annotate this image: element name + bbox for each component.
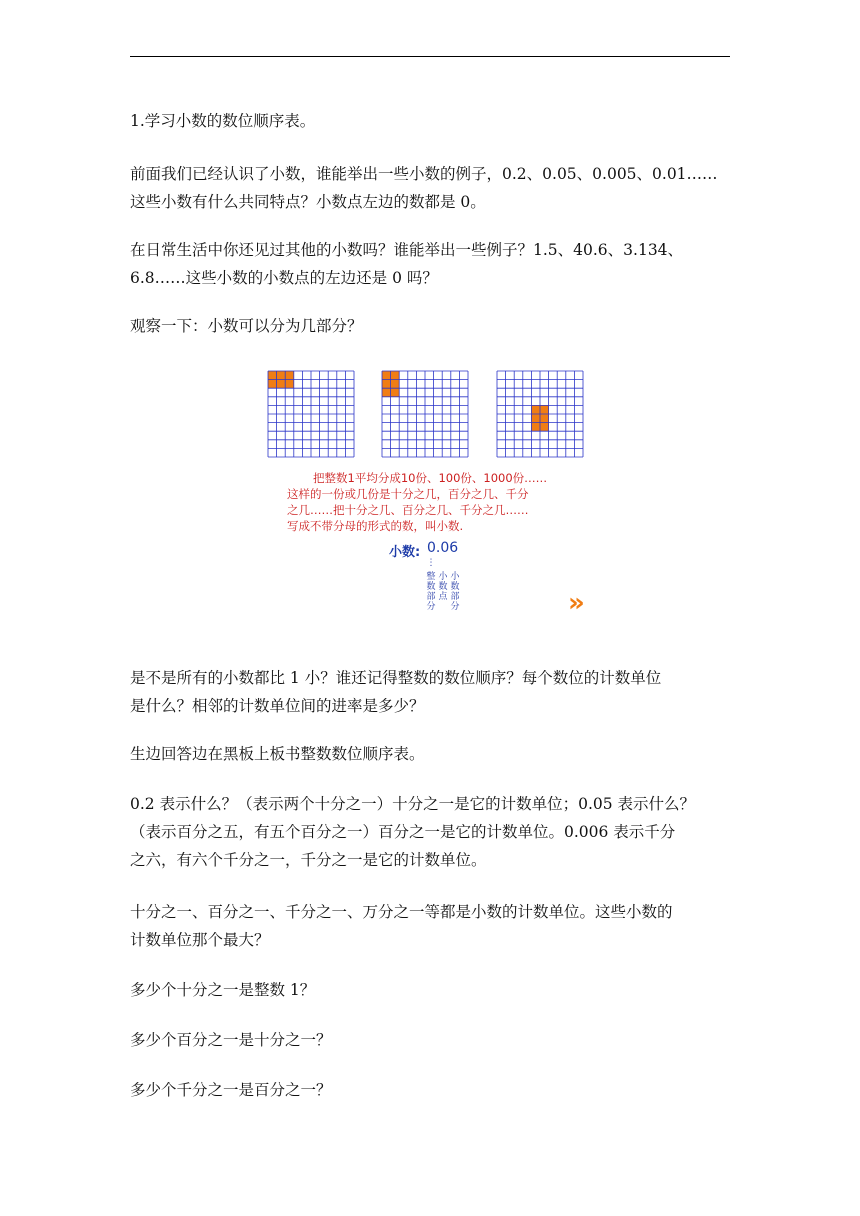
decimal-point-label <box>438 572 448 602</box>
paragraph-8 <box>130 976 732 1004</box>
text-line: 观察一下：小数可以分为几部分？ <box>130 317 363 335</box>
filled-cell <box>540 414 549 423</box>
filled-cell <box>531 414 540 423</box>
decimal-label: 小数: <box>389 545 421 560</box>
text-line: 在日常生活中你还见过其他的小数吗？谁能举出一些例子？1.5、40.6、3.134、 <box>130 241 684 259</box>
filled-cell <box>391 388 400 397</box>
filled-cell <box>531 423 540 432</box>
figure-text-line: 这样的一份或几份是十分之几，百分之几、千分 <box>287 487 529 501</box>
filled-cell <box>285 380 294 389</box>
text-line: 多少个十分之一是整数 1？ <box>130 981 316 999</box>
text-line: 6.8……这些小数的小数点的左边还是 0 吗？ <box>130 269 438 287</box>
decimal-part-text: 小数部分 <box>450 572 460 612</box>
figure-text-line: 写成不带分母的形式的数，叫小数. <box>287 519 464 533</box>
decimal-value: 0.06 <box>427 540 459 556</box>
text-line: 之六，有六个千分之一，千分之一是它的计数单位。 <box>130 851 487 869</box>
filled-cell <box>531 405 540 414</box>
decimal-figure <box>265 356 591 620</box>
filled-cell <box>382 388 391 397</box>
integer-part-text: 整数部分 <box>426 572 436 612</box>
filled-cell <box>268 380 277 389</box>
paragraph-5 <box>130 740 732 768</box>
grid-hundredths-2 <box>382 371 468 457</box>
text-line: 0.2 表示什么？（表示两个十分之一）十分之一是它的计数单位；0.05 表示什么？ <box>130 795 696 813</box>
text-line: 多少个千分之一是百分之一？ <box>130 1081 332 1099</box>
filled-cell <box>540 405 549 414</box>
decimal-point-text: 小数点 <box>438 572 448 602</box>
decimal-part-label <box>450 572 460 612</box>
filled-cell <box>391 371 400 380</box>
text-line: 生边回答边在黑板上板书整数数位顺序表。 <box>130 745 425 763</box>
filled-cell <box>277 371 286 380</box>
paragraph-1 <box>130 160 732 216</box>
filled-cell <box>382 371 391 380</box>
header-rule <box>130 56 730 57</box>
filled-cell <box>540 423 549 432</box>
paragraph-2 <box>130 236 732 292</box>
grid-figures <box>265 356 591 466</box>
next-arrow-icon[interactable]: » <box>568 588 585 618</box>
text-line: 这些小数有什么共同特点？小数点左边的数都是 0。 <box>130 193 486 211</box>
filled-cell <box>391 380 400 389</box>
figure-text-line: 之几……把十分之几、百分之几、千分之几…… <box>287 503 529 517</box>
text-line: 多少个百分之一是十分之一？ <box>130 1031 332 1049</box>
paragraph-10 <box>130 1076 732 1104</box>
text-line: （表示百分之五，有五个百分之一）百分之一是它的计数单位。0.006 表示千分 <box>130 823 676 841</box>
text-line: 前面我们已经认识了小数，谁能举出一些小数的例子，0.2、0.05、0.005、0.01…… <box>130 165 718 183</box>
filled-cell <box>277 380 286 389</box>
dotted-connector: ⋮ <box>426 558 436 568</box>
text-line: 是不是所有的小数都比 1 小？谁还记得整数的数位顺序？每个数位的计数单位 <box>130 669 662 687</box>
text-line: 计数单位那个最大？ <box>130 931 270 949</box>
grid-thousandths-3 <box>497 371 583 457</box>
filled-cell <box>268 371 277 380</box>
paragraph-7 <box>130 898 732 954</box>
integer-part-label <box>426 572 436 612</box>
figure-text-line: 把整数1平均分成10份、100份、1000份…… <box>313 471 548 485</box>
text-line: 十分之一、百分之一、千分之一、万分之一等都是小数的计数单位。这些小数的 <box>130 903 673 921</box>
paragraph-4 <box>130 664 732 720</box>
section-heading <box>130 107 732 135</box>
grid-tenths-hundredths-1 <box>268 371 354 457</box>
filled-cell <box>285 371 294 380</box>
paragraph-3 <box>130 312 732 340</box>
text-line: 是什么？相邻的计数单位间的进率是多少？ <box>130 697 425 715</box>
text-line: 1.学习小数的数位顺序表。 <box>130 112 316 130</box>
paragraph-9 <box>130 1026 732 1054</box>
filled-cell <box>382 380 391 389</box>
paragraph-6 <box>130 790 732 874</box>
